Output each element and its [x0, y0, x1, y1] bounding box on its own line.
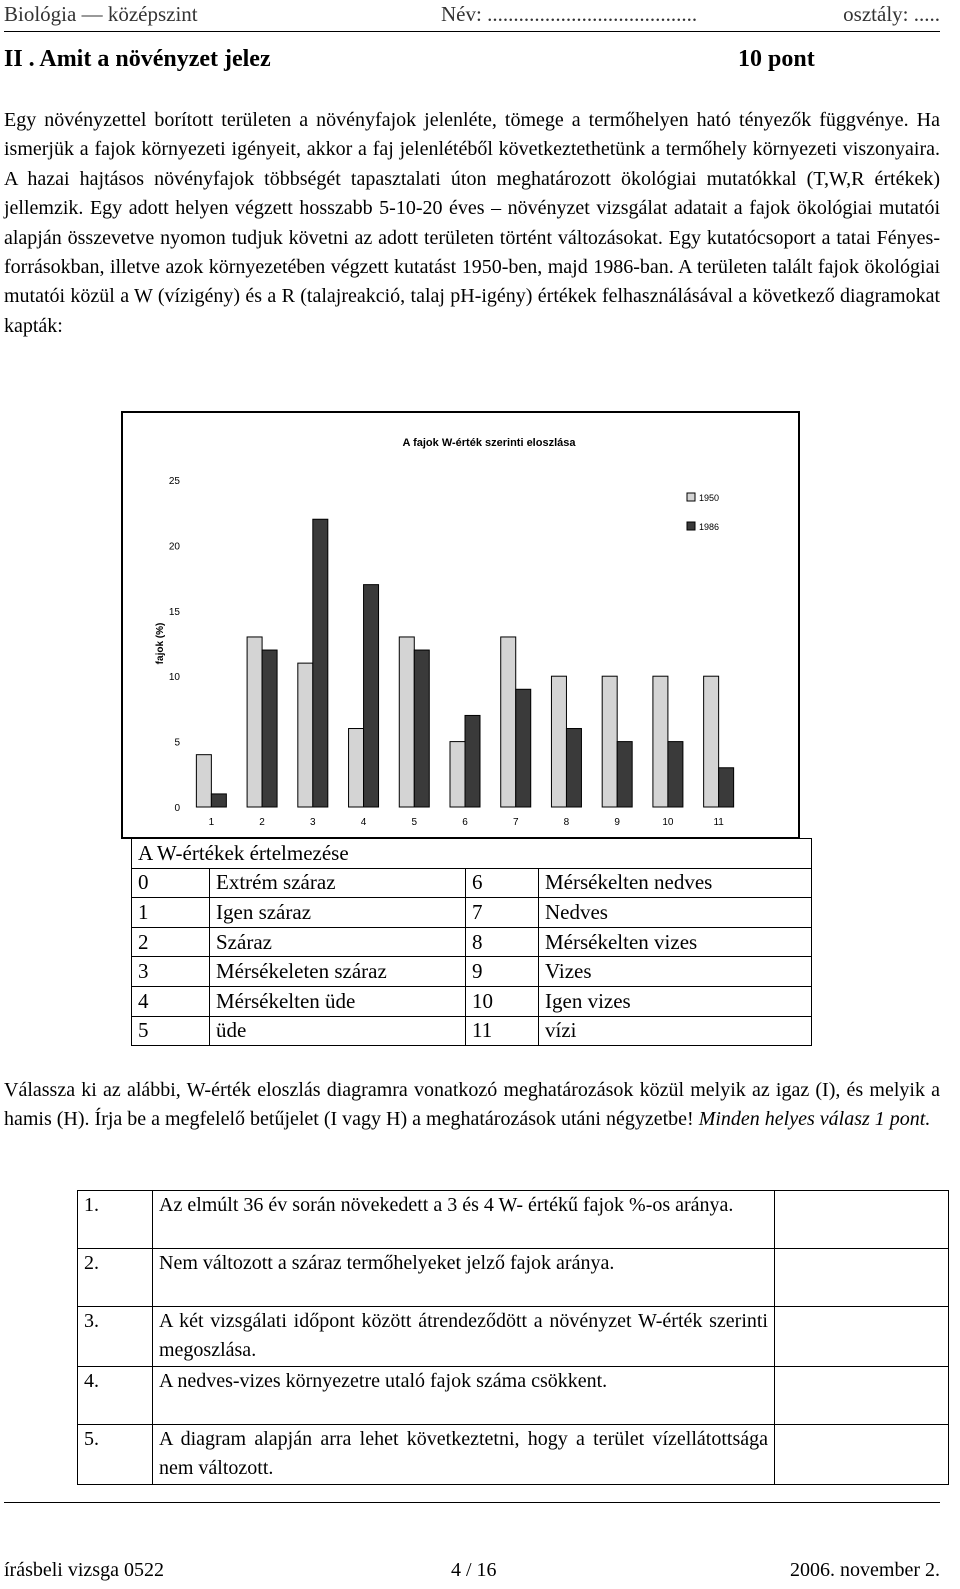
answer-box[interactable]: [775, 1307, 949, 1367]
bar-1950-w8: [551, 676, 566, 807]
answer-box[interactable]: [775, 1366, 949, 1424]
w-meaning-cell: Mérsékelten üde: [210, 986, 466, 1016]
w-value-cell: 2: [132, 927, 210, 957]
w-meaning-cell: Száraz: [210, 927, 466, 957]
w-table-row: [132, 898, 812, 928]
bar-1986-w11: [719, 768, 734, 807]
x-tick-label: 3: [310, 817, 316, 828]
w-value-cell: 6: [466, 868, 539, 898]
header-divider: [4, 31, 940, 32]
bar-1950-w5: [399, 637, 414, 807]
w-value-cell: 5: [132, 1016, 210, 1046]
subject-label: Biológia — középszint: [4, 2, 198, 26]
section-points: 10 pont: [738, 46, 815, 72]
x-tick-label: 7: [512, 817, 519, 828]
w-value-cell: 1: [132, 898, 210, 928]
bar-1986-w7: [516, 689, 531, 807]
statement-row: [78, 1191, 949, 1249]
bar-1950-w11: [704, 676, 719, 807]
bar-1950-w6: [450, 742, 465, 807]
w-table-row: [132, 927, 812, 957]
bar-1986-w5: [414, 650, 429, 807]
legend-label: 1986: [699, 522, 720, 532]
statement-text: Nem változott a száraz termőhelyeket jelző fajok aránya.: [153, 1249, 775, 1307]
y-axis-label: fajok (%): [155, 622, 166, 665]
legend-label: 1950: [699, 493, 720, 503]
page-number: 4 / 16: [451, 1559, 497, 1581]
bar-1950-w3: [298, 663, 313, 807]
w-table-row: [132, 986, 812, 1016]
w-meaning-cell: Igen száraz: [210, 898, 466, 928]
answer-box[interactable]: [775, 1424, 949, 1484]
x-tick-label: 8: [563, 817, 570, 828]
footer-divider: [4, 1502, 940, 1503]
w-meaning-cell: Mérsékelten vizes: [539, 927, 812, 957]
bar-1950-w1: [196, 755, 211, 807]
legend-swatch-1950: [687, 493, 695, 501]
question-instructions: [4, 1076, 940, 1135]
w-value-cell: 3: [132, 957, 210, 987]
w-meaning-cell: vízi: [539, 1016, 812, 1046]
exam-code: írásbeli vizsga 0522: [4, 1559, 164, 1581]
statement-row: [78, 1424, 949, 1484]
statement-text: Az elmúlt 36 év során növekedett a 3 és 4 W- értékű fajok %-os aránya.: [153, 1191, 775, 1249]
w-meaning-cell: Igen vizes: [539, 986, 812, 1016]
w-value-cell: 11: [466, 1016, 539, 1046]
answer-box[interactable]: [775, 1191, 949, 1249]
w-meaning-cell: Nedves: [539, 898, 812, 928]
statement-number: 5.: [78, 1424, 153, 1484]
bar-1986-w8: [566, 729, 581, 807]
bar-1986-w4: [364, 585, 379, 807]
w-meaning-cell: Extrém száraz: [210, 868, 466, 898]
w-meaning-cell: Mérsékeleten száraz: [210, 957, 466, 987]
statement-row: [78, 1307, 949, 1367]
statement-number: 2.: [78, 1249, 153, 1307]
bar-1950-w9: [602, 676, 617, 807]
bar-1986-w3: [313, 519, 328, 807]
w-value-cell: 4: [132, 986, 210, 1016]
chart-svg: [123, 413, 798, 837]
x-tick-label: 9: [614, 817, 620, 828]
x-tick-label: 11: [713, 817, 724, 828]
statements-table: [77, 1190, 949, 1485]
bar-1986-w9: [617, 742, 632, 807]
x-tick-label: 1: [208, 817, 215, 828]
w-meaning-cell: üde: [210, 1016, 466, 1046]
w-value-cell: 0: [132, 868, 210, 898]
y-tick-label: 0: [174, 803, 180, 814]
y-tick-label: 5: [174, 737, 180, 749]
statement-row: [78, 1249, 949, 1307]
y-tick-label: 20: [168, 541, 180, 553]
bar-1986-w2: [262, 650, 277, 807]
w-table-row: [132, 957, 812, 987]
statement-text: A nedves-vizes környezetre utaló fajok száma csökkent.: [153, 1366, 775, 1424]
w-meaning-cell: Mérsékelten nedves: [539, 868, 812, 898]
answer-box[interactable]: [775, 1249, 949, 1307]
bar-1950-w10: [653, 676, 668, 807]
bar-1950-w2: [247, 637, 262, 807]
bar-1986-w10: [668, 742, 683, 807]
exam-date: 2006. november 2.: [790, 1559, 940, 1581]
bar-1986-w1: [211, 794, 226, 807]
chart-title: A fajok W-érték szerinti eloszlása: [402, 437, 576, 449]
w-table-row: [132, 868, 812, 898]
page-header: [4, 0, 940, 30]
class-field: osztály: .....: [843, 2, 940, 26]
w-distribution-chart: [121, 411, 800, 839]
w-meaning-cell: Vizes: [539, 957, 812, 987]
statement-number: 1.: [78, 1191, 153, 1249]
name-field: Név: ........................................: [441, 2, 698, 26]
legend-swatch-1986: [687, 522, 695, 530]
x-tick-label: 4: [360, 817, 367, 828]
w-table-title: A W-értékek értelmezése: [132, 839, 812, 869]
section-title: II . Amit a növényzet jelez: [4, 46, 271, 72]
y-tick-label: 25: [168, 476, 180, 487]
statement-row: [78, 1366, 949, 1424]
x-tick-label: 5: [411, 817, 418, 828]
statement-text: A diagram alapján arra lehet következtetni, hogy a terület vízellátottsága nem változott.: [153, 1424, 775, 1484]
y-tick-label: 10: [168, 672, 180, 684]
w-value-cell: 7: [466, 898, 539, 928]
bar-1950-w7: [501, 637, 516, 807]
x-tick-label: 6: [462, 817, 468, 828]
statement-number: 3.: [78, 1307, 153, 1367]
bar-1950-w4: [349, 729, 364, 807]
w-values-table: [131, 838, 812, 1046]
statement-number: 4.: [78, 1366, 153, 1424]
question-scoring-note: Minden helyes válasz 1 pont.: [698, 1108, 931, 1131]
intro-paragraph: Egy növényzettel borított területen a növényfajok jelenléte, tömege a termőhelyen ható tényezők függvénye. Ha ismerjük a fajok környezeti igényeit, akkor a faj jelenlétéből következtethetünk a termőhely környezeti viszonyaira. A hazai hajtásos növényfajok többségét tapasztalati úton meghatározott ökológiai mutatókkal (T,W,R értékek) jellemzik. Egy adott helyen végzett hosszabb 5-10-20 éves – növényzet vizsgálat adatait a fajok ökológiai mutatói alapján összevetve nyomon tudjuk követni az adott területen történt változásokat. Egy kutatócsoport a tatai Fényes-forrásokban, illetve azok környezetében végzett kutatást 1950-ben, majd 1986-ban. A területen talált fajok ökológiai mutatói közül a W (vízigény) és a R (talajreakció, talaj pH-igény) értékek felhasználásával a következő diagramokat kapták:: [4, 109, 940, 337]
w-value-cell: 9: [466, 957, 539, 987]
y-tick-label: 15: [168, 606, 180, 618]
x-tick-label: 2: [259, 817, 265, 828]
w-table-row: [132, 1016, 812, 1046]
bar-1986-w6: [465, 715, 480, 807]
question-text: Válassza ki az alábbi, W-érték eloszlás diagramra vonatkozó meghatározások közül melyik az igaz (I), és melyik a hamis (H). Írja be a megfelelő betűjelet (I vagy H) a meghatározások utáni négyzetbe!: [4, 1079, 940, 1131]
x-tick-label: 10: [662, 817, 674, 828]
w-value-cell: 10: [466, 986, 539, 1016]
w-value-cell: 8: [466, 927, 539, 957]
statement-text: A két vizsgálati időpont között átrendeződött a növényzet W-érték szerinti megoszlása.: [153, 1307, 775, 1367]
